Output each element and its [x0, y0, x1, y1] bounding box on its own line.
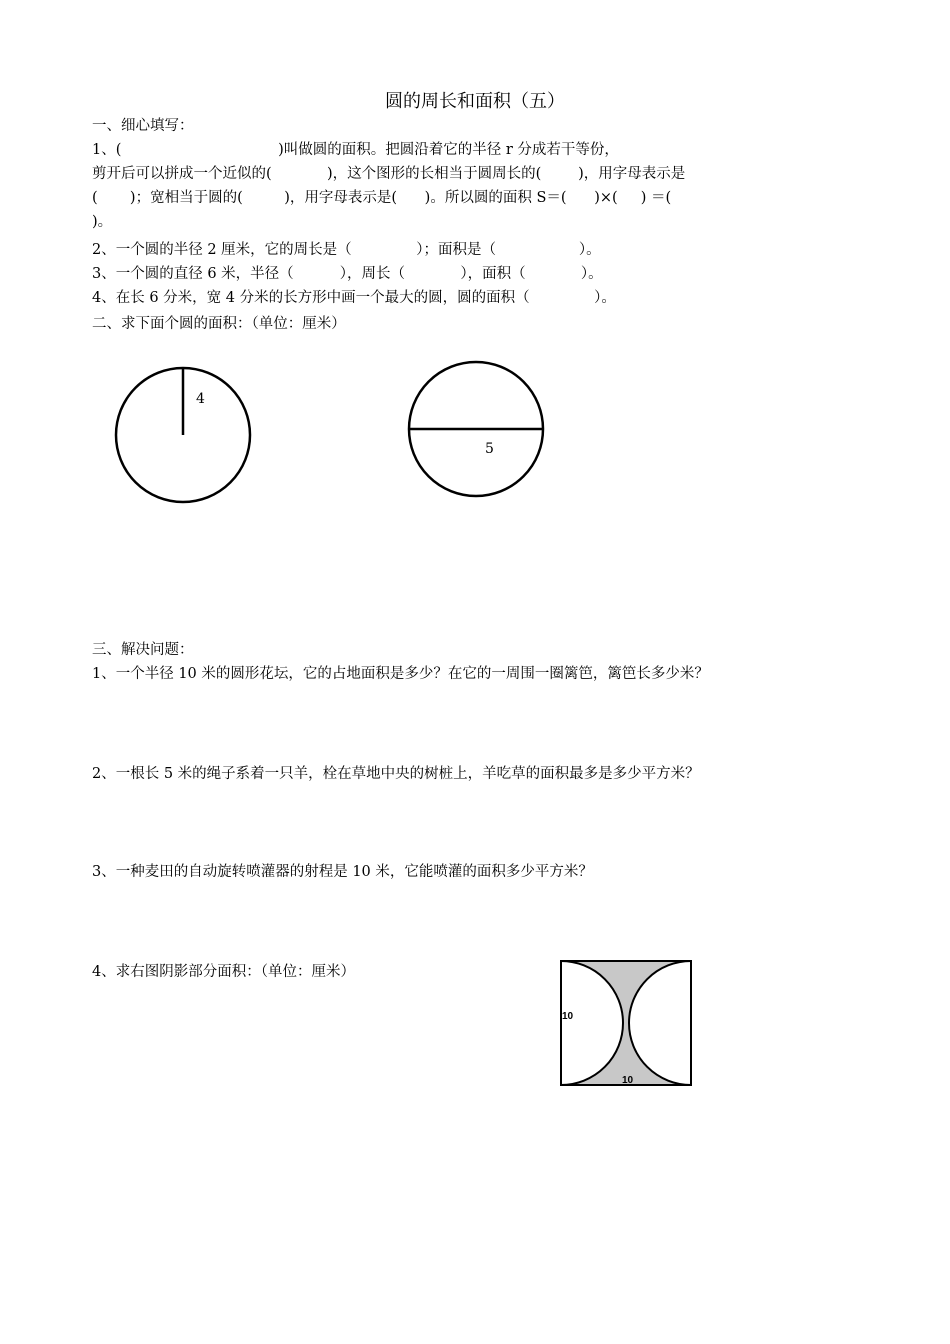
circle-diameter-figure: [404, 358, 549, 503]
radius-label: 4: [196, 391, 205, 407]
diameter-label: 5: [485, 441, 494, 457]
page-title: 圆的周长和面积（五）: [385, 91, 565, 112]
problem-3: 3、一种麦田的自动旋转喷灌器的射程是 10 米，它能喷灌的面积多少平方米？: [92, 864, 593, 880]
section2-heading: 二、求下面个圆的面积：（单位：厘米）: [92, 316, 346, 332]
problem-2: 2、一根长 5 米的绳子系着一只羊，栓在草地中央的树桩上，羊吃草的面积最多是多少平方米？: [92, 766, 700, 782]
bottom-length-label: 10: [622, 1075, 634, 1086]
s1-question-4: 4、在长 6 分米，宽 4 分米的长方形中画一个最大的圆，圆的面积（ ）。: [92, 290, 616, 306]
s1-line-3: ( )；宽相当于圆的( )，用字母表示是( )。所以圆的面积 S＝( )×( ) ＝(: [92, 190, 672, 206]
s1-question-3: 3、一个圆的直径 6 米，半径（ ），周长（ ），面积（ ）。: [92, 266, 603, 282]
circle-radius-figure: [110, 358, 260, 503]
s1-question-2: 2、一个圆的半径 2 厘米，它的周长是（ ）；面积是（ ）。: [92, 242, 601, 258]
side-length-label: 10: [562, 1011, 574, 1022]
shaded-area-figure: [558, 958, 696, 1090]
problem-4: 4、求右图阴影部分面积：（单位：厘米）: [92, 964, 355, 980]
section3-heading: 三、解决问题：: [92, 642, 194, 658]
s1-line-2: 剪开后可以拼成一个近似的( )，这个图形的长相当于圆周长的( )，用字母表示是: [92, 166, 686, 182]
problem-1: 1、一个半径 10 米的圆形花坛，它的占地面积是多少？在它的一周围一圈篱笆，篱笆长多少米？: [92, 666, 709, 682]
s1-line-1: 1、( )叫做圆的面积。把圆沿着它的半径 r 分成若干等份，: [92, 142, 619, 158]
section1-heading: 一、细心填写：: [92, 118, 194, 134]
s1-line-4: )。: [92, 214, 113, 230]
